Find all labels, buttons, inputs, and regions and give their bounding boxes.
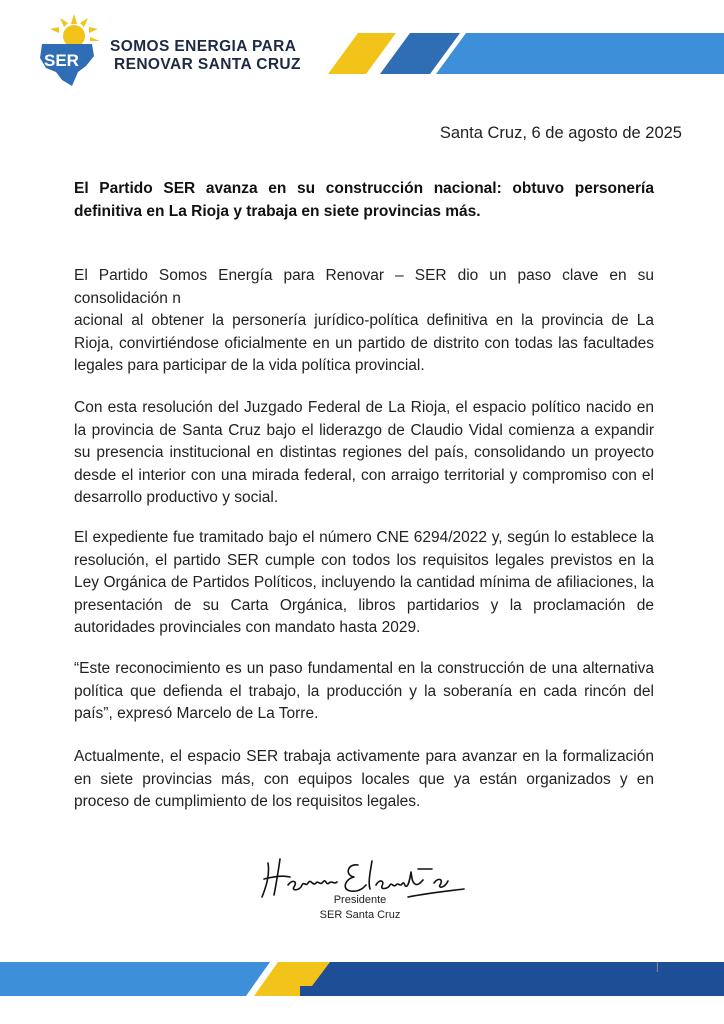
- letter-date: Santa Cruz, 6 de agosto de 2025: [439, 124, 682, 142]
- ser-logo: [34, 10, 104, 90]
- logo-text: SER: [44, 51, 79, 70]
- footer-stripes: [0, 958, 724, 998]
- signatory-title: Presidente: [333, 894, 387, 906]
- signatory-organization: SER Santa Cruz: [319, 909, 401, 921]
- brand-line-2: RENOVAR SANTA CRUZ: [114, 56, 301, 73]
- signatory-block: [300, 893, 420, 923]
- paragraph-1-line-2: consolidación n: [74, 290, 181, 307]
- letter-headline: El Partido SER avanza en su construcción nacional: obtuvo personería definitiva en La Rioja y trabaja en siete provincias más.: [74, 180, 654, 220]
- letterhead: [0, 0, 724, 96]
- paragraph-1-rest: acional al obtener la personería jurídico-política definitiva en la provincia de La Rioja, convirtiéndose oficialmente en un partido de distrito con todas las facultades legales para participar de la vida política provincial.: [74, 312, 654, 374]
- paragraph-4-quote: “Este reconocimiento es un paso fundamental en la construcción de una alternativa política que defienda el trabajo, la producción y la soberanía en cada rincón del país”, expresó Marcelo de La Torre.: [74, 660, 654, 722]
- header-stripes: [0, 0, 724, 80]
- page-mark: |: [656, 962, 659, 973]
- brand-line-1: SOMOS ENERGIA PARA: [110, 38, 297, 55]
- paragraph-3: El expediente fue tramitado bajo el número CNE 6294/2022 y, según lo establece la resolución, el partido SER cumple con todos los requisitos legales previstos en la Ley Orgánica de Partidos Políticos, incluyendo la cantidad mínima de afiliaciones, la presentación de su Carta Orgánica, libros partidarios y la proclamación de autoridades provinciales con mandato hasta 2029.: [74, 529, 654, 636]
- paragraph-5: Actualmente, el espacio SER trabaja activamente para avanzar en la formalización en siete provincias más, con equipos locales que ya están organizados y en proceso de cumplimiento de los requisitos legales.: [74, 748, 654, 810]
- paragraph-1-line-1: El Partido Somos Energía para Renovar – SER dio un paso clave en su: [74, 267, 654, 284]
- brand-name: [110, 38, 301, 74]
- paragraph-2: Con esta resolución del Juzgado Federal de La Rioja, el espacio político nacido en la provincia de Santa Cruz bajo el liderazgo de Claudio Vidal comienza a expandir su presencia institucional en distintas regiones del país, consolidando un proyecto desde el interior con una mirada federal, con arraigo territorial y compromiso con el desarrollo productivo y social.: [74, 399, 654, 506]
